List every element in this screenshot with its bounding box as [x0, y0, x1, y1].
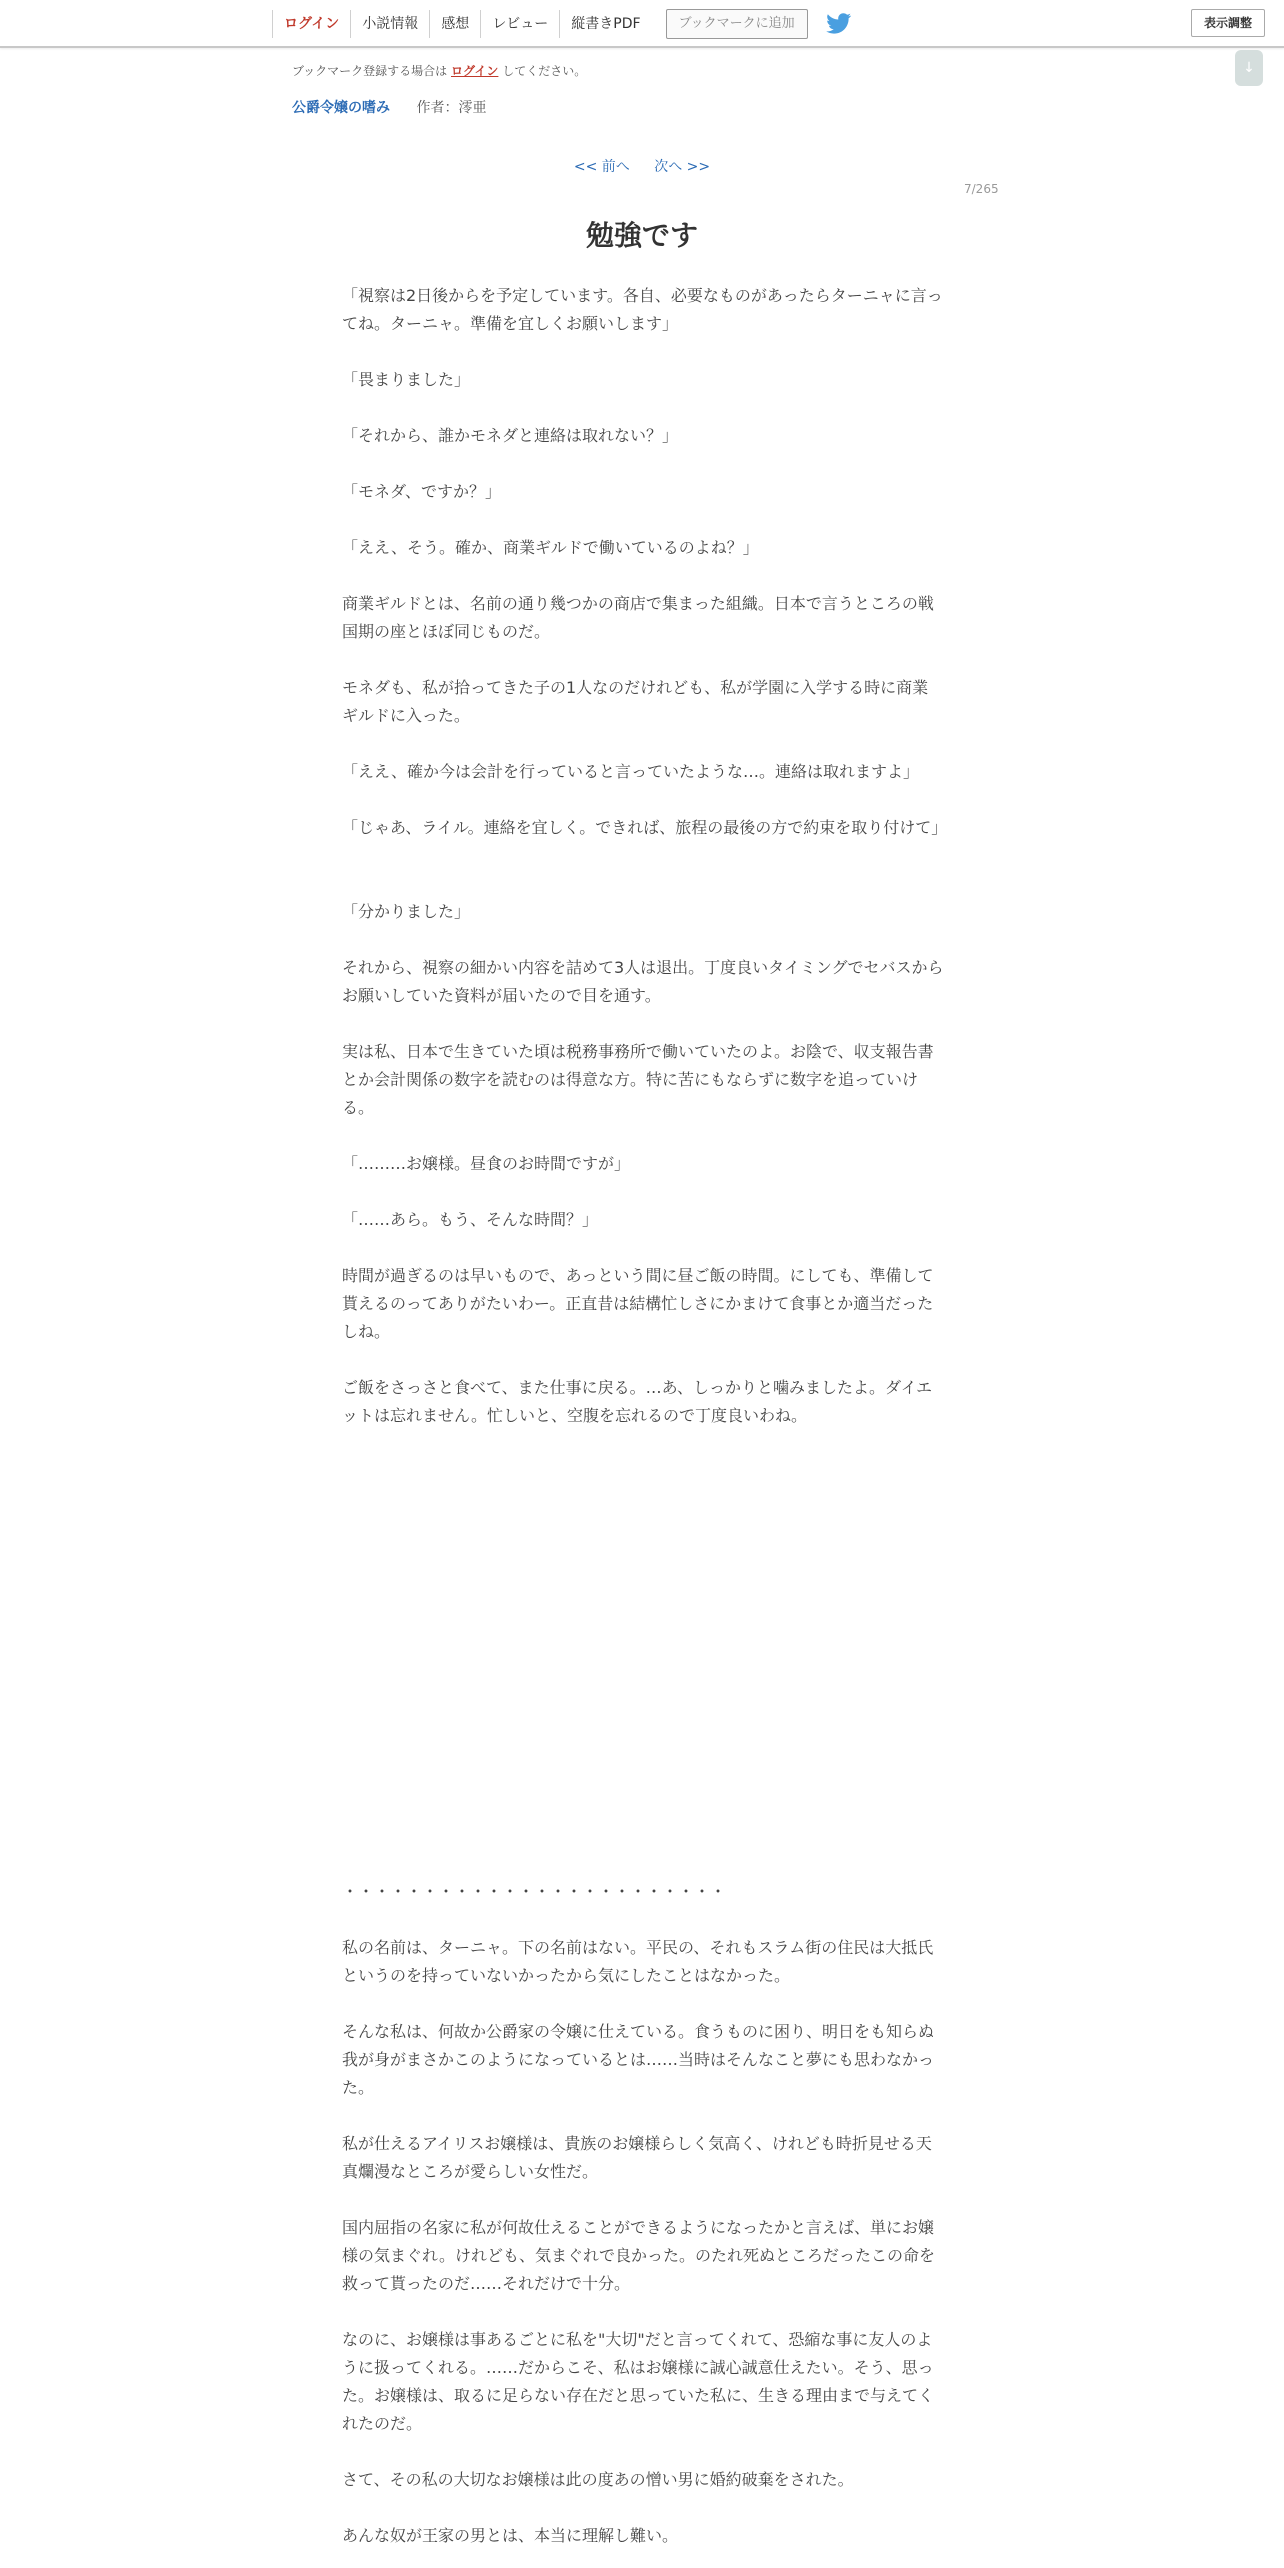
novel-paragraph: モネダも、私が拾ってきた子の1人なのだけれども、私が学園に入学する時に商業ギルドに入った。 [342, 678, 929, 725]
novel-paragraph: ご飯をさっさと食べて、また仕事に戻る。…あ、しっかりと噛みましたよ。ダイエットは忘れません。忙しいと、空腹を忘れるので丁度良いわね。 [342, 1378, 933, 1425]
chapter-pager [0, 156, 1284, 176]
novel-paragraph: 「じゃあ、ライル。連絡を宜しく。できれば、旅程の最後の方で約束を取り付けて」 [342, 818, 948, 837]
main-nav [272, 9, 852, 39]
twitter-bird-icon[interactable] [826, 13, 852, 35]
bookmark-note-before: ブックマーク登録する場合は [292, 64, 448, 78]
novel-paragraph: 「分かりました」 [342, 902, 471, 921]
novel-paragraph: 「モネダ、ですか？」 [342, 482, 502, 501]
nav-vertical-pdf[interactable]: 縦書きPDF [559, 10, 651, 38]
scene-break: ・・・・・・・・・・・・・・・・・・・・・・・・ [342, 1882, 727, 1901]
novel-paragraph: なのに、お嬢様は事あるごとに私を"大切"だと言ってくれて、恐縮な事に友人のように扱ってくれる。……だからこそ、私はお嬢様に誠心誠意仕えたい。そう、思った。お嬢様は、取るに足らない存在だと思っていた私に、生きる理由まで与えてくれたのだ。 [342, 2330, 935, 2433]
novel-paragraph: 「……あら。もう、そんな時間？」 [342, 1210, 599, 1229]
display-settings-button[interactable]: 表示調整 [1191, 9, 1265, 37]
novel-paragraph: そんな私は、何故か公爵家の令嬢に仕えている。食うものに困り、明日をも知らぬ我が身がまさかこのようになっているとは……当時はそんなこと夢にも思わなかった。 [342, 2022, 935, 2097]
novel-paragraph: 「視察は2日後からを予定しています。各自、必要なものがあったらターニャに言ってね。ターニャ。準備を宜しくお願いします」 [342, 286, 943, 333]
novel-paragraph: さて、その私の大切なお嬢様は此の度あの憎い男に婚約破棄をされた。 [342, 2470, 854, 2489]
novel-paragraph: 「ええ、確か今は会計を行っていると言っていたような…。連絡は取れますよ」 [342, 762, 919, 781]
novel-paragraph: 私の名前は、ターニャ。下の名前はない。平民の、それもスラム街の住民は大抵氏というのを持っていないかったから気にしたことはなかった。 [342, 1938, 934, 1985]
nav-login[interactable]: ログイン [272, 10, 350, 38]
nav-novel-info[interactable]: 小説情報 [350, 10, 429, 38]
novel-paragraph: 「それから、誰かモネダと連絡は取れない？」 [342, 426, 679, 445]
nav-impressions[interactable]: 感想 [429, 10, 480, 38]
series-title-link[interactable]: 公爵令嬢の嗜み [292, 100, 390, 116]
scroll-down-icon[interactable]: ↓ [1235, 50, 1263, 86]
novel-paragraph: 「畏まりました」 [342, 370, 471, 389]
top-navigation-bar [0, 0, 1284, 48]
novel-paragraph: 商業ギルドとは、名前の通り幾つかの商店で集まった組織。日本で言うところの戦国期の座とほぼ同じものだ。 [342, 594, 934, 641]
novel-paragraph: それから、視察の細かい内容を詰めて3人は退出。丁度良いタイミングでセバスからお願いしていた資料が届いたので目を通す。 [342, 958, 944, 1005]
novel-paragraph: 「………お嬢様。昼食のお時間ですが」 [342, 1154, 631, 1173]
nav-review[interactable]: レビュー [480, 10, 559, 38]
novel-paragraph: 私が仕えるアイリスお嬢様は、貴族のお嬢様らしく気高く、けれども時折見せる天真爛漫なところが愛らしい女性だ。 [342, 2134, 932, 2181]
series-info [292, 97, 486, 117]
novel-paragraph: 「ええ、そう。確か、商業ギルドで働いているのよね？」 [342, 538, 759, 557]
bookmark-login-note [292, 62, 586, 79]
add-bookmark-button[interactable]: ブックマークに追加 [666, 9, 808, 39]
bookmark-note-after: してください。 [502, 64, 587, 78]
novel-paragraph: あんな奴が王家の男とは、本当に理解し難い。 [342, 2526, 679, 2545]
page-number: 7/265 [964, 182, 999, 196]
chapter-title: 勉強です [585, 219, 698, 252]
author-name: 作者：澪亜 [416, 100, 487, 116]
bookmark-login-link[interactable]: ログイン [451, 64, 499, 78]
novel-paragraph: 実は私、日本で生きていた頃は税務事務所で働いていたのよ。お陰で、収支報告書とか会計関係の数字を読むのは得意な方。特に苦にもならずに数字を追っていける。 [342, 1042, 934, 1117]
prev-chapter-link[interactable]: << 前へ [573, 159, 630, 175]
next-chapter-link[interactable]: 次へ >> [654, 159, 711, 175]
novel-paragraph: 時間が過ぎるのは早いもので、あっという間に昼ご飯の時間。にしても、準備して貰えるのってありがたいわー。正直昔は結構忙しさにかまけて食事とか適当だったしね。 [342, 1266, 934, 1341]
novel-paragraph: 国内屈指の名家に私が何故仕えることができるようになったかと言えば、単にお嬢様の気まぐれ。けれども、気まぐれで良かった。のたれ死ぬところだったこの命を救って貰ったのだ……それだけで十分。 [342, 2218, 935, 2293]
